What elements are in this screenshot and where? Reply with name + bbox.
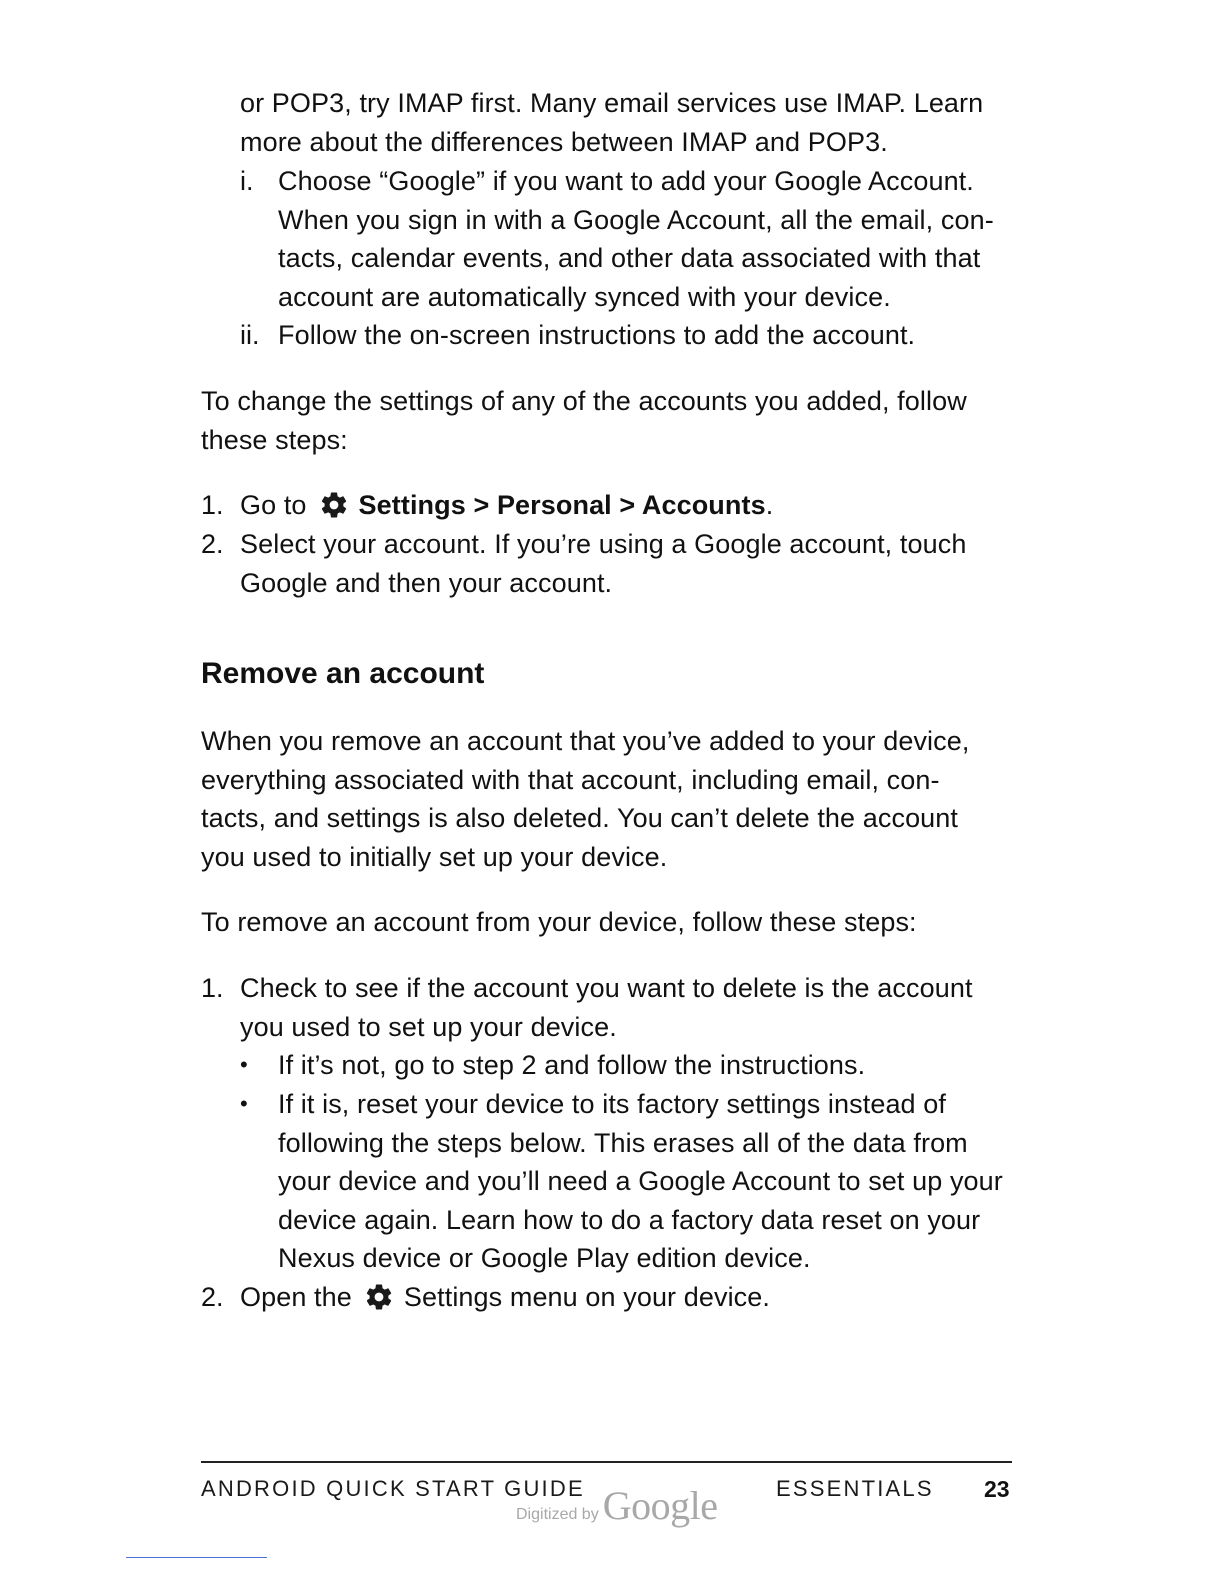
- text-line: Follow the on-screen instructions to add the account.: [278, 320, 916, 350]
- text-line: Google and then your account.: [240, 567, 613, 598]
- change-settings-intro: [201, 382, 967, 459]
- text-line: device again. Learn how to do a factory data reset on your: [278, 1204, 981, 1235]
- path-separator: >: [611, 490, 642, 520]
- text-line: you used to initially set up your device.: [201, 841, 668, 872]
- text-line: your device and you’ll need a Google Account to set up your: [278, 1166, 1003, 1197]
- link-underline[interactable]: [126, 1557, 267, 1558]
- menu-path-accounts: Accounts: [641, 490, 766, 520]
- text-line: Select your account. If you’re using a Google account, touch: [240, 529, 967, 559]
- text-line: everything associated with that account, including email, con-: [201, 764, 940, 795]
- intro-paragraph: [240, 84, 983, 161]
- text-line: tacts, calendar events, and other data associated with that: [278, 243, 981, 274]
- change-step-2: [240, 525, 966, 602]
- page-number: 23: [984, 1476, 1010, 1502]
- bullet-item: [278, 1085, 1003, 1278]
- path-separator: >: [465, 490, 497, 520]
- text-line: tacts, and settings is also deleted. You can’t delete the account: [201, 803, 959, 834]
- text-line: To remove an account from your device, follow these steps:: [201, 907, 917, 937]
- menu-path-personal: Personal: [496, 490, 612, 520]
- remove-intro: [201, 903, 917, 942]
- digitized-watermark: [516, 1482, 717, 1529]
- text-line: When you remove an account that you’ve added to your device,: [201, 726, 970, 756]
- bullet-marker: •: [240, 1091, 248, 1116]
- step-marker: 2.: [201, 1282, 224, 1312]
- text-line: or POP3, try IMAP first. Many email services use IMAP. Learn: [240, 88, 984, 118]
- text-line: When you sign in with a Google Account, all the email, con-: [278, 204, 994, 235]
- footer-section-name: ESSENTIALS: [776, 1476, 934, 1501]
- gear-icon: [364, 1282, 394, 1312]
- sub-step-marker: ii.: [240, 320, 260, 350]
- text-line: following the steps below. This erases all of the data from: [278, 1127, 968, 1158]
- text-line: To change the settings of any of the accounts you added, follow: [201, 386, 967, 416]
- text-line: account are automatically synced with your device.: [278, 281, 891, 312]
- text-settings-menu: Settings menu on your device.: [403, 1282, 770, 1312]
- text-line: If it is, reset your device to its factory settings instead of: [278, 1089, 946, 1119]
- text-line: Nexus device or Google Play edition device.: [278, 1243, 811, 1274]
- sub-step-marker: i.: [240, 166, 254, 196]
- sub-step-i: [278, 162, 994, 316]
- step-marker: 2.: [201, 529, 224, 559]
- menu-path-settings: Settings: [358, 490, 466, 520]
- text-line: Choose “Google” if you want to add your Google Account.: [278, 166, 974, 196]
- text-go-to: Go to: [240, 490, 307, 520]
- text-line: these steps:: [201, 424, 348, 455]
- text-line: you used to set up your device.: [240, 1011, 617, 1042]
- remove-step-1: [240, 969, 973, 1046]
- remove-step-2: [240, 1278, 770, 1317]
- section-heading: Remove an account: [201, 657, 485, 690]
- step-marker: 1.: [201, 490, 224, 520]
- change-step-1: [240, 486, 773, 525]
- sub-step-ii: [278, 316, 915, 355]
- text-line: If it’s not, go to step 2 and follow the instructions.: [278, 1050, 866, 1080]
- text-line: Check to see if the account you want to delete is the account: [240, 973, 973, 1003]
- google-logo: Google: [602, 1483, 718, 1528]
- text-open-the: Open the: [240, 1282, 352, 1312]
- footer-book-title: ANDROID QUICK START GUIDE: [201, 1476, 585, 1501]
- bullet-marker: •: [240, 1052, 248, 1077]
- step-marker: 1.: [201, 973, 224, 1003]
- gear-icon: [319, 490, 349, 520]
- period: .: [765, 490, 774, 520]
- bullet-item: [278, 1046, 865, 1085]
- text-line: more about the differences between IMAP and POP3.: [240, 126, 888, 157]
- remove-paragraph: [201, 722, 969, 876]
- footer-divider: [201, 1461, 1012, 1463]
- watermark-text: Digitized by: [516, 1506, 599, 1523]
